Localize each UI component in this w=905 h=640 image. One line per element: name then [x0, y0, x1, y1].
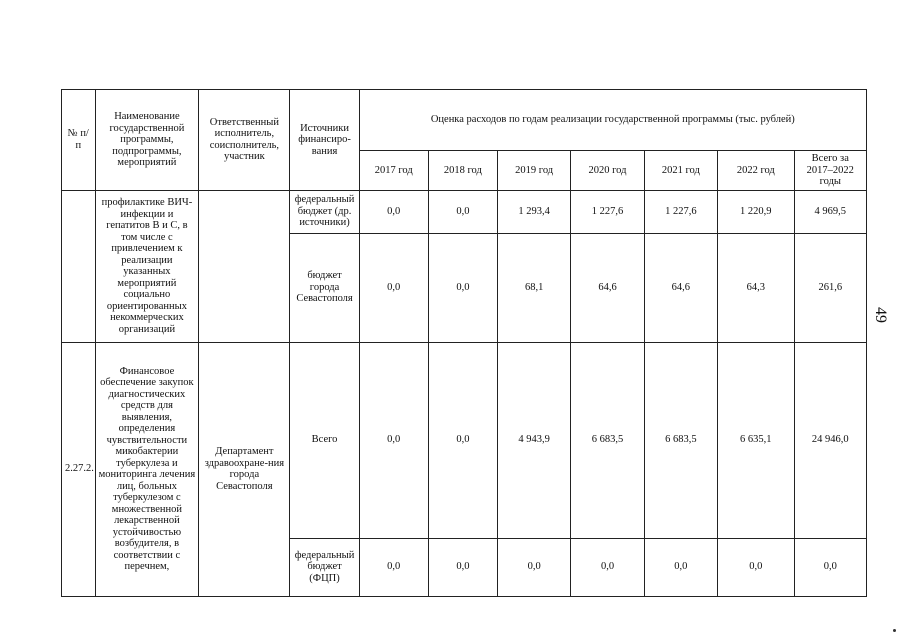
header-estimate: Оценка расходов по годам реализации государственной программы (тыс. рублей)	[359, 90, 866, 151]
header-num: № п/п	[62, 90, 96, 191]
value-cell: 1 227,6	[644, 190, 717, 233]
value-cell: 0,0	[428, 190, 497, 233]
year-2020: 2020 год	[571, 151, 644, 191]
header-source: Источники финансиро-вания	[290, 90, 359, 191]
year-2017: 2017 год	[359, 151, 428, 191]
year-total: Всего за 2017–2022 годы	[794, 151, 866, 191]
value-cell: 64,6	[644, 233, 717, 342]
scan-dot	[893, 629, 896, 632]
budget-table	[61, 89, 867, 597]
value-cell: 64,6	[571, 233, 644, 342]
header-row	[62, 90, 867, 151]
row-num-empty	[62, 190, 96, 342]
value-cell: 4 969,5	[794, 190, 866, 233]
value-cell: 0,0	[571, 538, 644, 596]
year-2022: 2022 год	[718, 151, 795, 191]
value-cell: 6 635,1	[718, 342, 795, 538]
measure-name: Финансовое обеспечение закупок диагностических средств для выявления, определения чувствительности микобактерии туберкулеза и мониторинга лечения лиц, больных туберкулезом с множественной лекарственной устойчивостью возбудителя, в соответствии с перечнем,	[95, 342, 199, 596]
value-cell: 0,0	[428, 233, 497, 342]
responsible-cell: Департамент здравоохране-ния города Севастополя	[199, 342, 290, 596]
responsible-empty	[199, 190, 290, 342]
year-2018: 2018 год	[428, 151, 497, 191]
value-cell: 0,0	[428, 342, 497, 538]
value-cell: 261,6	[794, 233, 866, 342]
page-number: 49	[872, 307, 889, 323]
source-cell: федеральный бюджет (др. источники)	[290, 190, 359, 233]
table-row	[62, 342, 867, 538]
year-2021: 2021 год	[644, 151, 717, 191]
value-cell: 1 293,4	[497, 190, 570, 233]
value-cell: 0,0	[359, 342, 428, 538]
value-cell: 0,0	[359, 233, 428, 342]
source-cell: Всего	[290, 342, 359, 538]
value-cell: 68,1	[497, 233, 570, 342]
value-cell: 0,0	[644, 538, 717, 596]
header-name: Наименование государственной программы, подпрограммы, мероприятий	[95, 90, 199, 191]
header-responsible: Ответственный исполнитель, соисполнитель, участник	[199, 90, 290, 191]
source-cell: бюджет города Севастополя	[290, 233, 359, 342]
value-cell: 0,0	[359, 190, 428, 233]
value-cell: 6 683,5	[644, 342, 717, 538]
source-cell: федеральный бюджет (ФЦП)	[290, 538, 359, 596]
value-cell: 0,0	[794, 538, 866, 596]
value-cell: 0,0	[497, 538, 570, 596]
value-cell: 0,0	[359, 538, 428, 596]
measure-name: профилактике ВИЧ-инфекции и гепатитов В и С, в том числе с привлечением к реализации указанных мероприятий социально ориентированных некоммерческих организаций	[95, 190, 199, 342]
value-cell: 1 227,6	[571, 190, 644, 233]
table-row	[62, 190, 867, 233]
value-cell: 4 943,9	[497, 342, 570, 538]
year-2019: 2019 год	[497, 151, 570, 191]
value-cell: 0,0	[718, 538, 795, 596]
value-cell: 24 946,0	[794, 342, 866, 538]
value-cell: 1 220,9	[718, 190, 795, 233]
row-num: 2.27.2.	[62, 342, 96, 596]
value-cell: 6 683,5	[571, 342, 644, 538]
value-cell: 64,3	[718, 233, 795, 342]
value-cell: 0,0	[428, 538, 497, 596]
